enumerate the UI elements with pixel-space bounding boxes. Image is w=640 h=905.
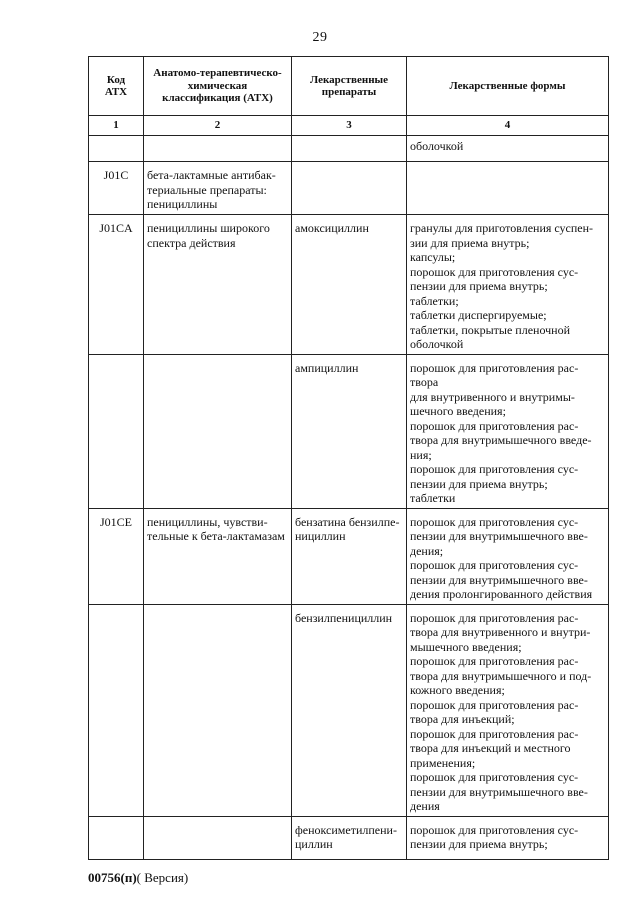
dosage-forms-cell: порошок для приготовления рас- твора для внутривенного и внутримы- шечного введения; порошок для приготовления рас- твора для внутримышечного введе- ния; порошок для приготовления сус- пензии для приема внутрь; таблетки <box>407 354 609 508</box>
atc-code-cell: J01CE <box>89 508 144 604</box>
header-drugs: Лекарственные препараты <box>292 57 407 116</box>
drug-cell <box>292 136 407 162</box>
column-number: 2 <box>144 116 292 136</box>
document-code: 00756(п) <box>88 870 137 885</box>
classification-cell <box>144 604 292 816</box>
drug-cell: бензилпенициллин <box>292 604 407 816</box>
atc-code-cell <box>89 604 144 816</box>
drug-cell: ампициллин <box>292 354 407 508</box>
classification-cell: пенициллины, чувстви- тельные к бета-лактамазам <box>144 508 292 604</box>
table-row <box>89 508 609 604</box>
column-number-row <box>89 116 609 136</box>
classification-cell <box>144 136 292 162</box>
dosage-forms-cell <box>407 162 609 215</box>
table-row <box>89 136 609 162</box>
table-row <box>89 354 609 508</box>
atc-code-cell <box>89 354 144 508</box>
table-row <box>89 162 609 215</box>
atc-code-cell: J01CA <box>89 215 144 355</box>
drug-cell: бензатина бензилпе- нициллин <box>292 508 407 604</box>
atc-code-cell <box>89 136 144 162</box>
dosage-forms-cell: порошок для приготовления рас- твора для внутривенного и внутри- мышечного введения; порошок для приготовления рас- твора для внутримышечного и под- кожного введения; порошок для приготовления рас- твора для инъекций; порошок для приготовления рас- твора для инъекций и местного применения; порошок для приготовления сус- пензии для внутримышечного вве- дения <box>407 604 609 816</box>
column-number: 3 <box>292 116 407 136</box>
classification-cell <box>144 816 292 859</box>
drug-cell: амоксициллин <box>292 215 407 355</box>
atc-code-cell: J01C <box>89 162 144 215</box>
header-atc-classification: Анатомо-терапевтическо-химическая классификация (АТХ) <box>144 57 292 116</box>
dosage-forms-cell: порошок для приготовления сус- пензии для приема внутрь; <box>407 816 609 859</box>
atc-code-cell <box>89 816 144 859</box>
header-dosage-forms: Лекарственные формы <box>407 57 609 116</box>
table-row <box>89 816 609 859</box>
classification-cell: бета-лактамные антибак- териальные препараты: пенициллины <box>144 162 292 215</box>
column-number: 1 <box>89 116 144 136</box>
dosage-forms-cell: порошок для приготовления сус- пензии для внутримышечного вве- дения; порошок для приготовления сус- пензии для внутримышечного вве- дения пролонгированного действия <box>407 508 609 604</box>
header-atc-code: Код АТХ <box>89 57 144 116</box>
dosage-forms-cell: гранулы для приготовления суспен- зии для приема внутрь; капсулы; порошок для приготовления сус- пензии для приема внутрь; таблетки; таблетки диспергируемые; таблетки, покрытые пленочной оболочкой <box>407 215 609 355</box>
table-row <box>89 604 609 816</box>
version-label: ( Версия) <box>136 870 189 885</box>
document-footer <box>88 870 188 886</box>
drug-cell: феноксиметилпени- циллин <box>292 816 407 859</box>
classification-cell: пенициллины широкого спектра действия <box>144 215 292 355</box>
classification-cell <box>144 354 292 508</box>
dosage-forms-cell: оболочкой <box>407 136 609 162</box>
drug-classification-table <box>88 56 608 860</box>
page-number: 29 <box>312 30 328 45</box>
table-row <box>89 215 609 355</box>
drug-cell <box>292 162 407 215</box>
header-row <box>89 57 609 116</box>
column-number: 4 <box>407 116 609 136</box>
